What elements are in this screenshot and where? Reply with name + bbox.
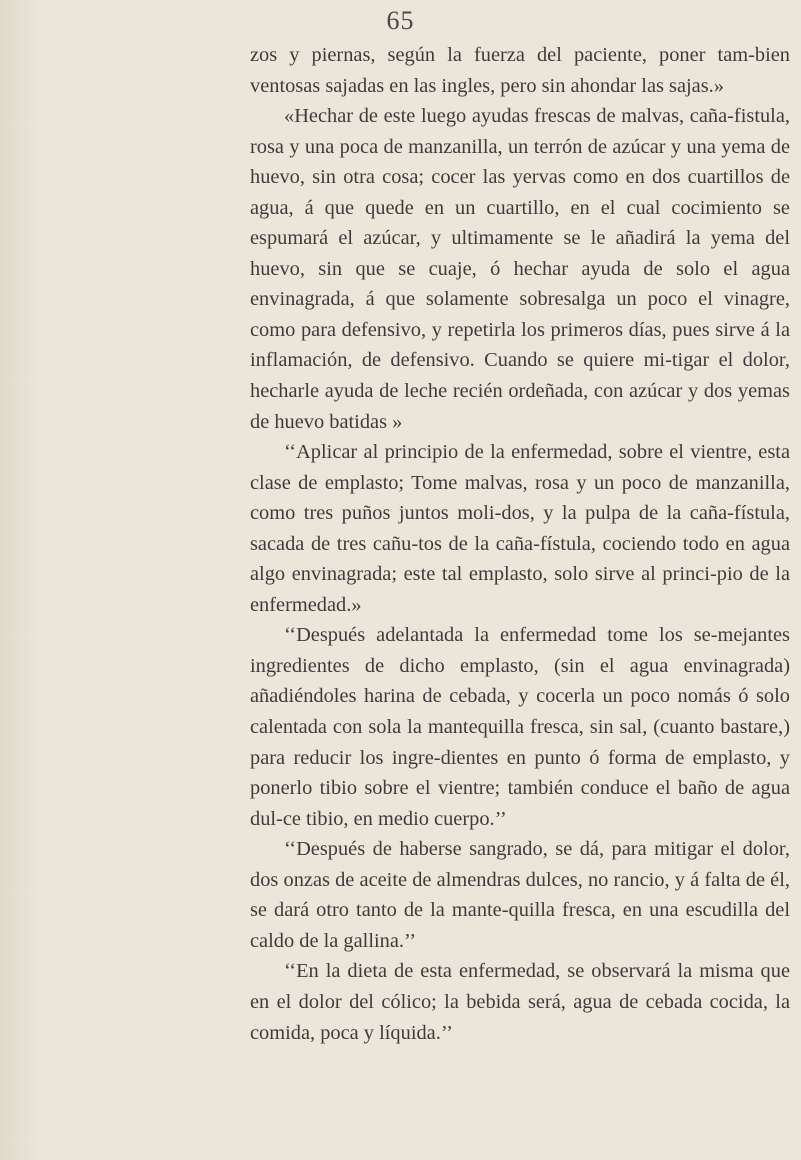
page-body-text: [250, 40, 790, 1048]
paragraph-2: «Hechar de este luego ayudas frescas de malvas, caña-fistula, rosa y una poca de manzanilla, un terrón de azúcar y una yema de huevo, sin otra cosa; cocer las yervas como en dos cuartillos de agua, á que quede en un cuartillo, en el cual cocimiento se espumará el azúcar, y ultimamente se le añadirá la yema del huevo, sin que se cuaje, ó hechar ayuda de solo el agua envinagrada, á que solamente sobresalga un poco el vinagre, como para defensivo, y repetirla los primeros días, pues sirve á la inflamación, de defensivo. Cuando se quiere mi-tigar el dolor, hecharle ayuda de leche recién ordeñada, con azúcar y dos yemas de huevo batidas »: [250, 105, 790, 433]
paragraph-4: ‘‘Después adelantada la enfermedad tome los se-mejantes ingredientes de dicho emplasto, (sin el agua envinagrada) añadiéndoles harina de cebada, y cocerla un poco nomás ó solo calentada con sola la mantequilla fresca, sin sal, (cuanto bastare,) para reducir los ingre-dientes en punto ó forma de emplasto, y ponerlo tibio sobre el vientre; también conduce el baño de agua dul-ce tibio, en medio cuerpo.’’: [250, 624, 790, 830]
paragraph-3: ‘‘Aplicar al principio de la enfermedad, sobre el vientre, esta clase de emplasto; Tome malvas, rosa y un poco de manzanilla, como tres puños juntos moli-dos, y la pulpa de la caña-fístula, sacada de tres cañu-tos de la caña-fístula, cociendo todo en agua algo envinagrada; este tal emplasto, solo sirve al princi-pio de la enfermedad.»: [250, 441, 790, 616]
paragraph-6: ‘‘En la dieta de esta enfermedad, se observará la misma que en el dolor del cólico; la bebida será, agua de cebada cocida, la comida, poca y líquida.’’: [250, 960, 790, 1044]
page-number: 65: [386, 6, 415, 35]
paragraph-1: zos y piernas, según la fuerza del paciente, poner tam-bien ventosas sajadas en las ingles, pero sin ahondar las sajas.»: [250, 44, 790, 97]
paragraph-5: ‘‘Después de haberse sangrado, se dá, para mitigar el dolor, dos onzas de aceite de almendras dulces, no rancio, y á falta de él, se dará otro tanto de la mante-quilla fresca, en una escudilla del caldo de la gallina.’’: [250, 838, 790, 952]
